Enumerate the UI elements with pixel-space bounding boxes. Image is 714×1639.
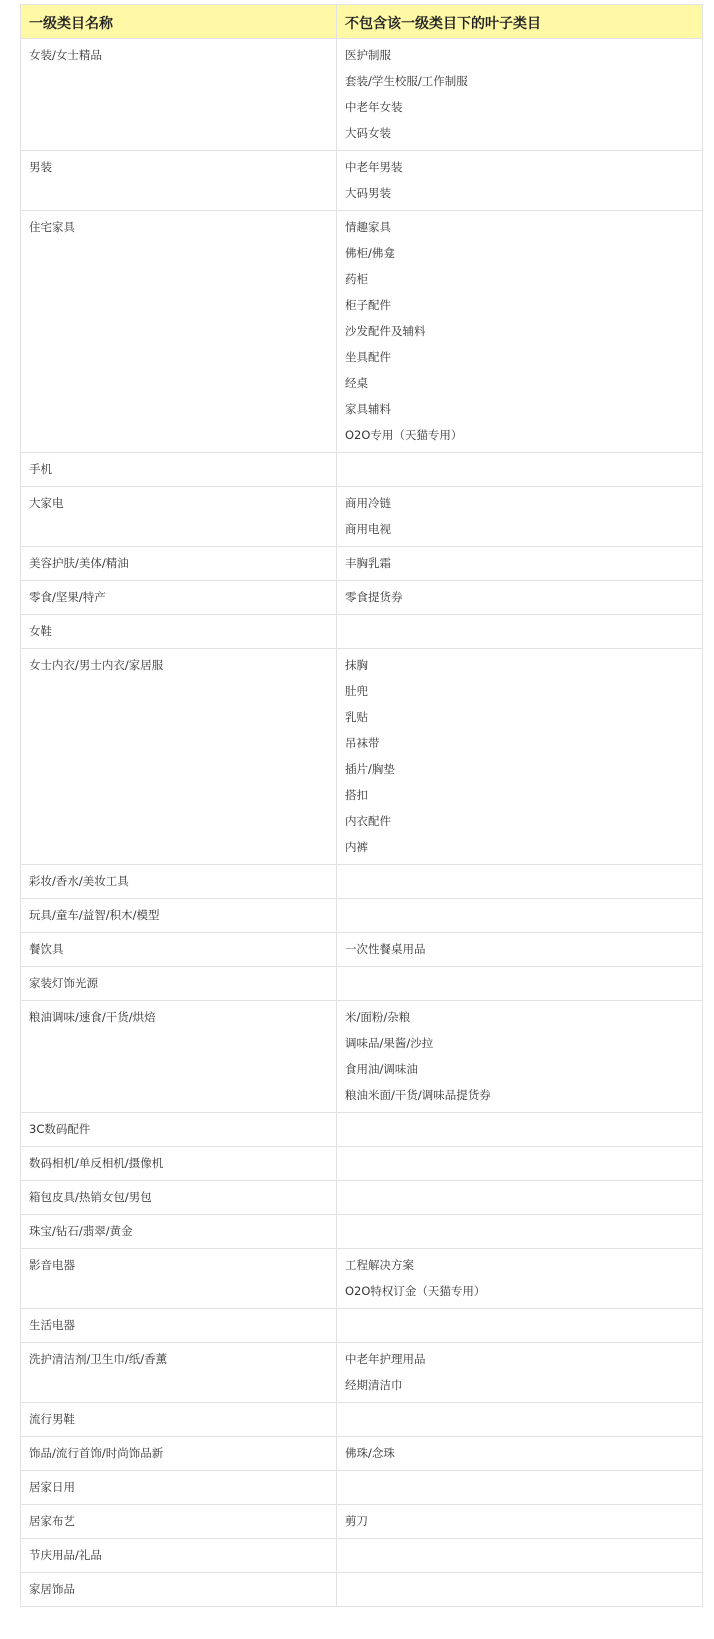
- excluded-leaf-category: 医护制服: [345, 48, 391, 62]
- excluded-leaf-category: 中老年护理用品: [345, 1352, 426, 1366]
- category-name-cell: 生活电器: [21, 1309, 337, 1343]
- table-row: [21, 581, 703, 615]
- excluded-leaf-categories-cell: [337, 39, 703, 151]
- category-name-cell: 女鞋: [21, 615, 337, 649]
- excluded-leaf-categories-cell: [337, 151, 703, 211]
- category-name-cell: 粮油调味/速食/干货/烘焙: [21, 1001, 337, 1113]
- empty-cell-spacer: [345, 1155, 694, 1172]
- excluded-leaf-categories-cell: [337, 1505, 703, 1539]
- table-row: [21, 649, 703, 865]
- excluded-leaf-categories-cell: [337, 1573, 703, 1607]
- table-row: [21, 899, 703, 933]
- table-row: [21, 1181, 703, 1215]
- excluded-leaf-category: 乳贴: [345, 710, 368, 724]
- excluded-leaf-category: 佛珠/念珠: [345, 1446, 395, 1460]
- table-row: [21, 1403, 703, 1437]
- header-category-name: 一级类目名称: [21, 5, 337, 39]
- table-row: [21, 1539, 703, 1573]
- table-row: [21, 1343, 703, 1403]
- empty-cell-spacer: [345, 907, 694, 924]
- table-row: [21, 1573, 703, 1607]
- category-name-cell: 影音电器: [21, 1249, 337, 1309]
- excluded-leaf-categories-cell: [337, 615, 703, 649]
- excluded-leaf-category: 搭扣: [345, 788, 368, 802]
- table-row: [21, 547, 703, 581]
- table-row: [21, 1437, 703, 1471]
- excluded-leaf-categories-cell: [337, 1215, 703, 1249]
- category-name-cell: 流行男鞋: [21, 1403, 337, 1437]
- excluded-leaf-category: 经期清洁巾: [345, 1378, 403, 1392]
- category-name-cell: 家居饰品: [21, 1573, 337, 1607]
- category-name-cell: 男装: [21, 151, 337, 211]
- excluded-leaf-categories-cell: [337, 1309, 703, 1343]
- excluded-leaf-categories-cell: [337, 1181, 703, 1215]
- category-name-cell: 节庆用品/礼品: [21, 1539, 337, 1573]
- excluded-leaf-category: O2O专用（天猫专用）: [345, 428, 463, 442]
- excluded-leaf-category: 剪刀: [345, 1514, 368, 1528]
- category-name-cell: 餐饮具: [21, 933, 337, 967]
- category-name-cell: 零食/坚果/特产: [21, 581, 337, 615]
- excluded-leaf-categories-cell: [337, 453, 703, 487]
- table-header: [21, 5, 703, 39]
- empty-cell-spacer: [345, 975, 694, 992]
- excluded-leaf-category: 佛柜/佛龛: [345, 246, 395, 260]
- category-name-cell: 大家电: [21, 487, 337, 547]
- table-row: [21, 1113, 703, 1147]
- excluded-leaf-categories-cell: [337, 581, 703, 615]
- table-row: [21, 1001, 703, 1113]
- excluded-leaf-categories-cell: [337, 933, 703, 967]
- category-name-cell: 居家布艺: [21, 1505, 337, 1539]
- empty-cell-spacer: [345, 873, 694, 890]
- category-name-cell: 3C数码配件: [21, 1113, 337, 1147]
- excluded-leaf-category: 情趣家具: [345, 220, 391, 234]
- category-name-cell: 住宅家具: [21, 211, 337, 453]
- excluded-leaf-category: 中老年女装: [345, 100, 403, 114]
- excluded-leaf-category: 大码男装: [345, 186, 391, 200]
- excluded-leaf-category: 坐具配件: [345, 350, 391, 364]
- excluded-leaf-categories-cell: [337, 865, 703, 899]
- excluded-leaf-categories-cell: [337, 1249, 703, 1309]
- excluded-leaf-categories-cell: [337, 1437, 703, 1471]
- excluded-leaf-categories-cell: [337, 649, 703, 865]
- category-exclusion-table: [20, 4, 703, 1607]
- excluded-leaf-categories-cell: [337, 1113, 703, 1147]
- table-row: [21, 39, 703, 151]
- excluded-leaf-categories-cell: [337, 487, 703, 547]
- category-name-cell: 数码相机/单反相机/摄像机: [21, 1147, 337, 1181]
- header-row: [21, 5, 703, 39]
- table-row: [21, 211, 703, 453]
- excluded-leaf-category: 丰胸乳霜: [345, 556, 391, 570]
- excluded-leaf-category: 家具辅料: [345, 402, 391, 416]
- category-name-cell: 玩具/童车/益智/积木/模型: [21, 899, 337, 933]
- table-row: [21, 1309, 703, 1343]
- category-name-cell: 珠宝/钻石/翡翠/黄金: [21, 1215, 337, 1249]
- category-name-cell: 箱包皮具/热销女包/男包: [21, 1181, 337, 1215]
- category-name-cell: 洗护清洁剂/卫生巾/纸/香薰: [21, 1343, 337, 1403]
- excluded-leaf-category: 粮油米面/干货/调味品提货券: [345, 1088, 491, 1102]
- table-row: [21, 1471, 703, 1505]
- table-row: [21, 453, 703, 487]
- bottom-fade-overlay: [20, 1620, 702, 1639]
- empty-cell-spacer: [345, 1479, 694, 1496]
- excluded-leaf-category: 内裤: [345, 840, 368, 854]
- excluded-leaf-categories-cell: [337, 211, 703, 453]
- category-name-cell: 家装灯饰光源: [21, 967, 337, 1001]
- excluded-leaf-category: 药柜: [345, 272, 368, 286]
- table-row: [21, 151, 703, 211]
- empty-cell-spacer: [345, 461, 694, 478]
- excluded-leaf-categories-cell: [337, 547, 703, 581]
- table-row: [21, 1215, 703, 1249]
- category-name-cell: 美容护肤/美体/精油: [21, 547, 337, 581]
- excluded-leaf-category: 中老年男装: [345, 160, 403, 174]
- excluded-leaf-category: 工程解决方案: [345, 1258, 414, 1272]
- excluded-leaf-category: 沙发配件及辅料: [345, 324, 426, 338]
- empty-cell-spacer: [345, 623, 694, 640]
- table-row: [21, 487, 703, 547]
- excluded-leaf-categories-cell: [337, 899, 703, 933]
- category-name-cell: 居家日用: [21, 1471, 337, 1505]
- excluded-leaf-category: 米/面粉/杂粮: [345, 1010, 411, 1024]
- excluded-leaf-category: 套装/学生校服/工作制服: [345, 74, 468, 88]
- excluded-leaf-category: 经桌: [345, 376, 368, 390]
- table-row: [21, 933, 703, 967]
- excluded-leaf-category: 肚兜: [345, 684, 368, 698]
- category-name-cell: 饰品/流行首饰/时尚饰品新: [21, 1437, 337, 1471]
- empty-cell-spacer: [345, 1189, 694, 1206]
- excluded-leaf-category: 柜子配件: [345, 298, 391, 312]
- excluded-leaf-category: 抹胸: [345, 658, 368, 672]
- excluded-leaf-category: 零食提货券: [345, 590, 403, 604]
- excluded-leaf-categories-cell: [337, 1471, 703, 1505]
- table-row: [21, 1249, 703, 1309]
- excluded-leaf-category: 内衣配件: [345, 814, 391, 828]
- excluded-leaf-categories-cell: [337, 1001, 703, 1113]
- table-row: [21, 615, 703, 649]
- table-row: [21, 1147, 703, 1181]
- empty-cell-spacer: [345, 1581, 694, 1598]
- excluded-leaf-categories-cell: [337, 1539, 703, 1573]
- excluded-leaf-categories-cell: [337, 967, 703, 1001]
- table-body: [21, 39, 703, 1607]
- excluded-leaf-category: 调味品/果酱/沙拉: [345, 1036, 434, 1050]
- excluded-leaf-category: 商用冷链: [345, 496, 391, 510]
- empty-cell-spacer: [345, 1411, 694, 1428]
- excluded-leaf-category: 吊袜带: [345, 736, 380, 750]
- empty-cell-spacer: [345, 1223, 694, 1240]
- category-name-cell: 手机: [21, 453, 337, 487]
- table-row: [21, 865, 703, 899]
- excluded-leaf-category: 大码女装: [345, 126, 391, 140]
- excluded-leaf-category: 商用电视: [345, 522, 391, 536]
- table-row: [21, 1505, 703, 1539]
- category-name-cell: 女士内衣/男士内衣/家居服: [21, 649, 337, 865]
- empty-cell-spacer: [345, 1547, 694, 1564]
- excluded-leaf-category: O2O特权订金（天猫专用）: [345, 1284, 486, 1298]
- excluded-leaf-category: 插片/胸垫: [345, 762, 395, 776]
- excluded-leaf-category: 食用油/调味油: [345, 1062, 418, 1076]
- header-excluded-leaf-categories: 不包含该一级类目下的叶子类目: [337, 5, 703, 39]
- table-row: [21, 967, 703, 1001]
- excluded-leaf-categories-cell: [337, 1147, 703, 1181]
- empty-cell-spacer: [345, 1121, 694, 1138]
- empty-cell-spacer: [345, 1317, 694, 1334]
- excluded-leaf-category: 一次性餐桌用品: [345, 942, 426, 956]
- excluded-leaf-categories-cell: [337, 1343, 703, 1403]
- category-name-cell: 彩妆/香水/美妆工具: [21, 865, 337, 899]
- excluded-leaf-categories-cell: [337, 1403, 703, 1437]
- category-name-cell: 女装/女士精品: [21, 39, 337, 151]
